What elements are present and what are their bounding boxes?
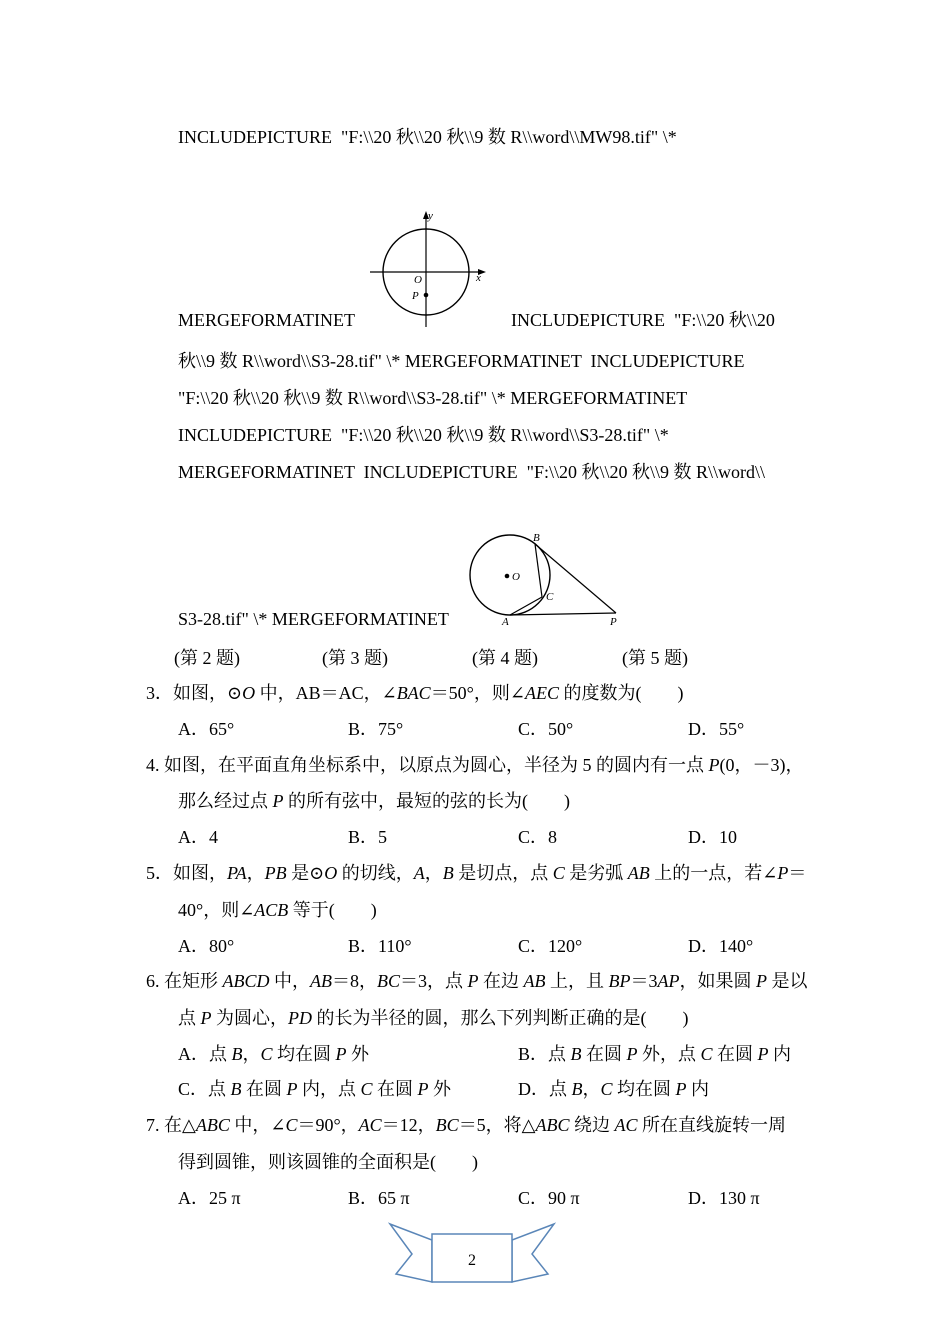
q5-option-b: B．110°: [348, 936, 412, 956]
q4-option-a: A．4: [178, 827, 218, 847]
figure-q5-tangent-circle: [466, 528, 626, 630]
fig5-point-a-label: A: [502, 616, 509, 628]
question-5-stem-line-2: 40°，则∠ACB 等于( ): [178, 900, 377, 920]
field-code-line-8: S3-28.tif" \* MERGEFORMATINET: [178, 609, 449, 629]
q7-option-b: B．65 π: [348, 1188, 410, 1208]
q6-option-a: A．点 B，C 均在圆 P 外: [178, 1044, 370, 1064]
q6-option-c: C．点 B 在圆 P 内，点 C 在圆 P 外: [178, 1079, 452, 1099]
q5-option-a: A．80°: [178, 936, 235, 956]
field-code-line-2: MERGEFORMATINET: [178, 310, 356, 330]
fig2-y-label: y: [428, 210, 433, 222]
q4-option-b: B．5: [348, 827, 388, 847]
question-4-stem: 4. 如图，在平面直角坐标系中，以原点为圆心，半径为 5 的圆内有一点 P(0，－3)，: [146, 755, 804, 775]
q4-option-d: D．10: [688, 827, 737, 847]
q3-option-b: B．75°: [348, 719, 404, 739]
q3-option-a: A．65°: [178, 719, 235, 739]
q6-option-d: D．点 B，C 均在圆 P 内: [518, 1079, 710, 1099]
q3-option-d: D．55°: [688, 719, 745, 739]
question-7-stem: 7. 在△ABC 中，∠C＝90°，AC＝12，BC＝5，将△ABC 绕边 AC 所在直线旋转一周: [146, 1115, 787, 1135]
q5-option-d: D．140°: [688, 936, 754, 956]
field-code-line-5: "F:\\20 秋\\20 秋\\9 数 R\\word\\S3-28.tif" \* MERGEFORMATINET: [178, 388, 688, 408]
q5-option-c: C．120°: [518, 936, 583, 956]
fig5-center-o-label: O: [512, 571, 520, 583]
caption-question-3: (第 3 题): [322, 648, 388, 668]
field-code-line-3: INCLUDEPICTURE "F:\\20 秋\\20: [511, 310, 775, 330]
fig5-point-c-label: C: [546, 591, 554, 603]
field-code-line-6: INCLUDEPICTURE "F:\\20 秋\\20 秋\\9 数 R\\word\\S3-28.tif" \*: [178, 425, 669, 445]
fig2-point-p-label: P: [412, 290, 419, 302]
fig5-point-b-label: B: [533, 532, 540, 544]
q3-option-c: C．50°: [518, 719, 574, 739]
field-code-line-7: MERGEFORMATINET INCLUDEPICTURE "F:\\20 秋\\20 秋\\9 数 R\\word\\: [178, 462, 766, 482]
fig2-x-label: x: [476, 272, 481, 284]
field-code-line-4: 秋\\9 数 R\\word\\S3-28.tif" \* MERGEFORMATINET INCLUDEPICTURE: [178, 351, 745, 371]
q4-option-c: C．8: [518, 827, 558, 847]
question-3-stem: 3．如图，⊙O 中，AB＝AC，∠BAC＝50°，则∠AEC 的度数为( ): [146, 683, 684, 703]
fig5-point-p-label: P: [610, 616, 617, 628]
q7-option-d: D．130 π: [688, 1188, 760, 1208]
field-code-line-1: INCLUDEPICTURE "F:\\20 秋\\20 秋\\9 数 R\\word\\MW98.tif" \*: [178, 127, 677, 147]
fig2-origin-label: O: [414, 274, 422, 286]
caption-question-5: (第 5 题): [622, 648, 688, 668]
q7-option-c: C．90 π: [518, 1188, 580, 1208]
caption-question-2: (第 2 题): [174, 648, 240, 668]
q6-option-b: B．点 B 在圆 P 外，点 C 在圆 P 内: [518, 1044, 792, 1064]
question-7-stem-line-2: 得到圆锥，则该圆锥的全面积是( ): [178, 1152, 478, 1172]
question-6-stem-line-2: 点 P 为圆心，PD 的长为半径的圆，那么下列判断正确的是( ): [178, 1008, 689, 1028]
q7-option-a: A．25 π: [178, 1188, 241, 1208]
question-5-stem: 5．如图，PA，PB 是⊙O 的切线，A，B 是切点，点 C 是劣弧 AB 上的一点，若∠P＝: [146, 863, 807, 883]
figure-q2-coordinate-circle: [365, 205, 495, 330]
question-6-stem: 6. 在矩形 ABCD 中，AB＝8，BC＝3，点 P 在边 AB 上，且 BP＝3AP，如果圆 P 是以: [146, 971, 808, 991]
page-number: 2: [468, 1252, 476, 1269]
question-4-stem-line-2: 那么经过点 P 的所有弦中，最短的弦的长为( ): [178, 791, 570, 811]
caption-question-4: (第 4 题): [472, 648, 538, 668]
